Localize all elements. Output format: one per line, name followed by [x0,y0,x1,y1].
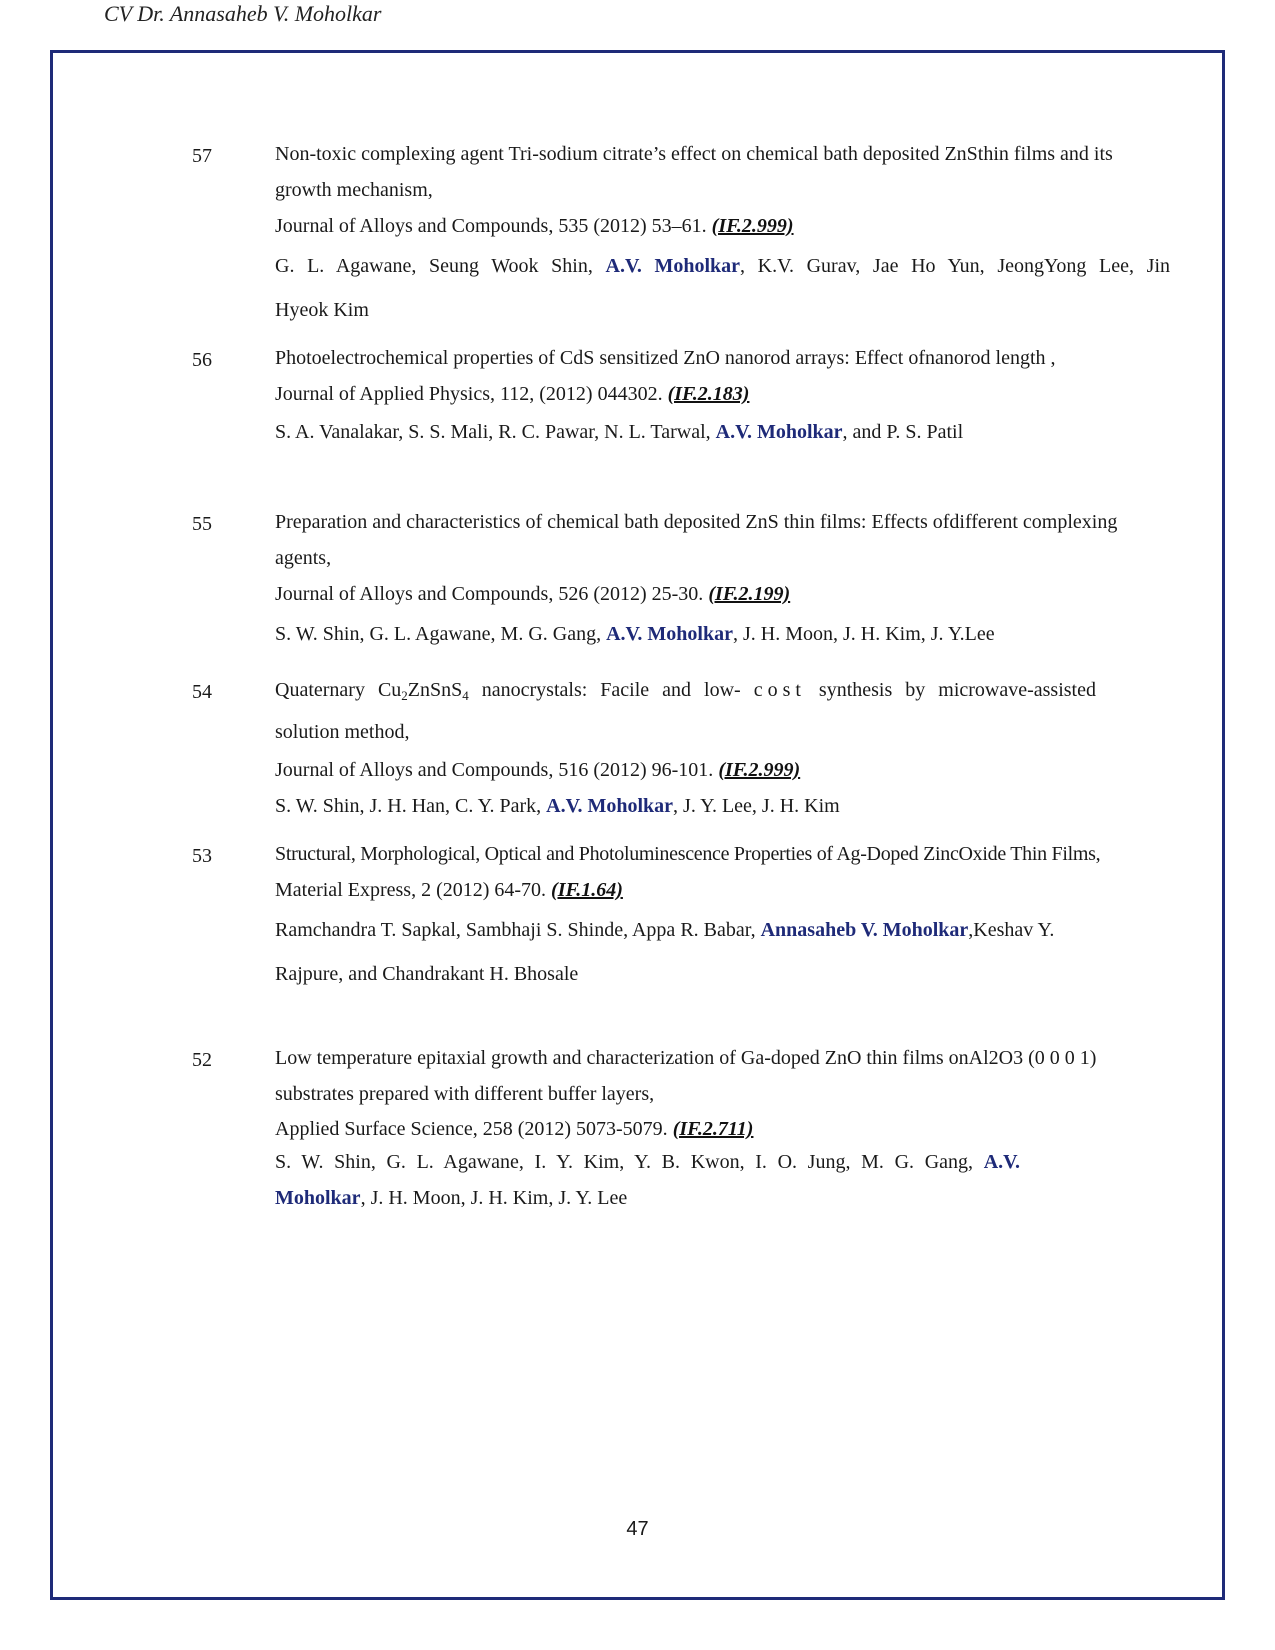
subscript: 4 [462,688,469,703]
authors-text: , and P. S. Patil [842,421,964,443]
publication-number: 57 [192,145,212,167]
authors-text: S. W. Shin, J. H. Han, C. Y. Park, [275,795,542,817]
publication-title-continued: agents, [275,547,332,569]
journal-citation [275,376,1170,412]
publication-number: 54 [192,681,212,703]
title-text: ZnSnS [407,679,463,701]
authors-text: S. A. Vanalakar, S. S. Mali, R. C. Pawar, N. L. Tarwal, [275,421,711,443]
publication-title: Non-toxic complexing agent Tri-sodium citrate’s effect on chemical bath deposited ZnSthin films and its [275,143,1113,165]
publication-title-continued: substrates prepared with different buffer layers, [275,1083,655,1105]
title-text: nanocrystals: Facile and low- [481,679,741,701]
journal-citation [275,1114,1170,1144]
journal-name: Journal of Alloys and Compounds, 535 (2012) 53–61. [275,215,707,237]
authors-line [275,788,1170,824]
authors-line [275,1144,1020,1180]
highlighted-author: A.V. Moholkar [605,255,741,277]
title-text: synthesis by microwave-assisted [818,679,1096,701]
authors-line [275,244,1170,288]
authors-text: S. W. Shin, G. L. Agawane, M. G. Gang, [275,623,602,645]
journal-name: Journal of Alloys and Compounds, 516 (2012) 96-101. [275,759,714,781]
publication-number: 55 [192,513,212,535]
publication-title-continued: solution method, [275,721,410,743]
journal-citation [275,872,1170,908]
publication-title: Photoelectrochemical properties of CdS sensitized ZnO nanorod arrays: Effect ofnanorod length , [275,347,1056,369]
impact-factor: (IF.1.64) [551,879,623,901]
impact-factor: (IF.2.999) [711,215,794,237]
publication-title [275,672,1170,714]
authors-line-continued [275,1180,1170,1216]
authors-text: , J. H. Moon, J. H. Kim, J. Y. Lee [360,1187,628,1209]
journal-citation [275,208,1170,244]
authors-text: Ramchandra T. Sapkal, Sambhaji S. Shinde, Appa R. Babar, [275,919,756,941]
highlighted-author: A.V. Moholkar [546,795,674,817]
publication-number: 52 [192,1049,212,1071]
impact-factor: (IF.2.183) [667,383,750,405]
impact-factor: (IF.2.999) [718,759,801,781]
publication-title: Preparation and characteristics of chemical bath deposited ZnS thin films: Effects ofdifferent complexing [275,511,1118,533]
subscript: 2 [401,688,408,703]
highlighted-author: Moholkar [275,1187,361,1209]
authors-line [275,612,1170,656]
journal-citation [275,752,1170,788]
highlighted-author: Annasaheb V. Moholkar [760,919,969,941]
journal-name: Applied Surface Science, 258 (2012) 5073-5079. [275,1118,668,1140]
impact-factor: (IF.2.711) [672,1118,754,1140]
title-text: cost [753,679,806,701]
publication-number: 56 [192,349,212,371]
highlighted-author: A.V. Moholkar [715,421,843,443]
authors-line [275,414,1170,450]
authors-text: , J. H. Moon, J. H. Kim, J. Y.Lee [732,623,995,645]
publication-title-continued: growth mechanism, [275,179,433,201]
journal-name: Journal of Applied Physics, 112, (2012) 044302. [275,383,663,405]
journal-name: Journal of Alloys and Compounds, 526 (2012) 25-30. [275,583,704,605]
highlighted-author: A.V. Moholkar [606,623,733,645]
authors-text: S. W. Shin, G. L. Agawane, I. Y. Kim, Y. B. Kwon, I. O. Jung, M. G. Gang, [275,1151,974,1173]
authors-text: , K.V. Gurav, Jae Ho Yun, JeongYong Lee, Jin [740,255,1171,277]
publication-title: Structural, Morphological, Optical and Photoluminescence Properties of Ag-Doped ZincOxide Thin Films, [275,843,1101,865]
authors-text: ,Keshav Y. [968,919,1055,941]
highlighted-author: A.V. [983,1151,1020,1173]
title-text: Quaternary Cu [275,679,402,701]
authors-line-continued: Rajpure, and Chandrakant H. Bhosale [275,963,579,985]
authors-line-continued: Hyeok Kim [275,299,369,321]
journal-name: Material Express, 2 (2012) 64-70. [275,879,547,901]
authors-text: , J. Y. Lee, J. H. Kim [673,795,840,817]
document-header-title: CV Dr. Annasaheb V. Moholkar [104,1,382,26]
authors-line [275,908,1170,952]
authors-text: G. L. Agawane, Seung Wook Shin, [275,255,593,277]
publication-number: 53 [192,845,212,867]
page-number: 47 [626,1518,649,1540]
impact-factor: (IF.2.199) [708,583,791,605]
journal-citation [275,576,1170,612]
publication-title: Low temperature epitaxial growth and characterization of Ga-doped ZnO thin films onAl2O3 (0 0 0 1) [275,1047,1097,1069]
